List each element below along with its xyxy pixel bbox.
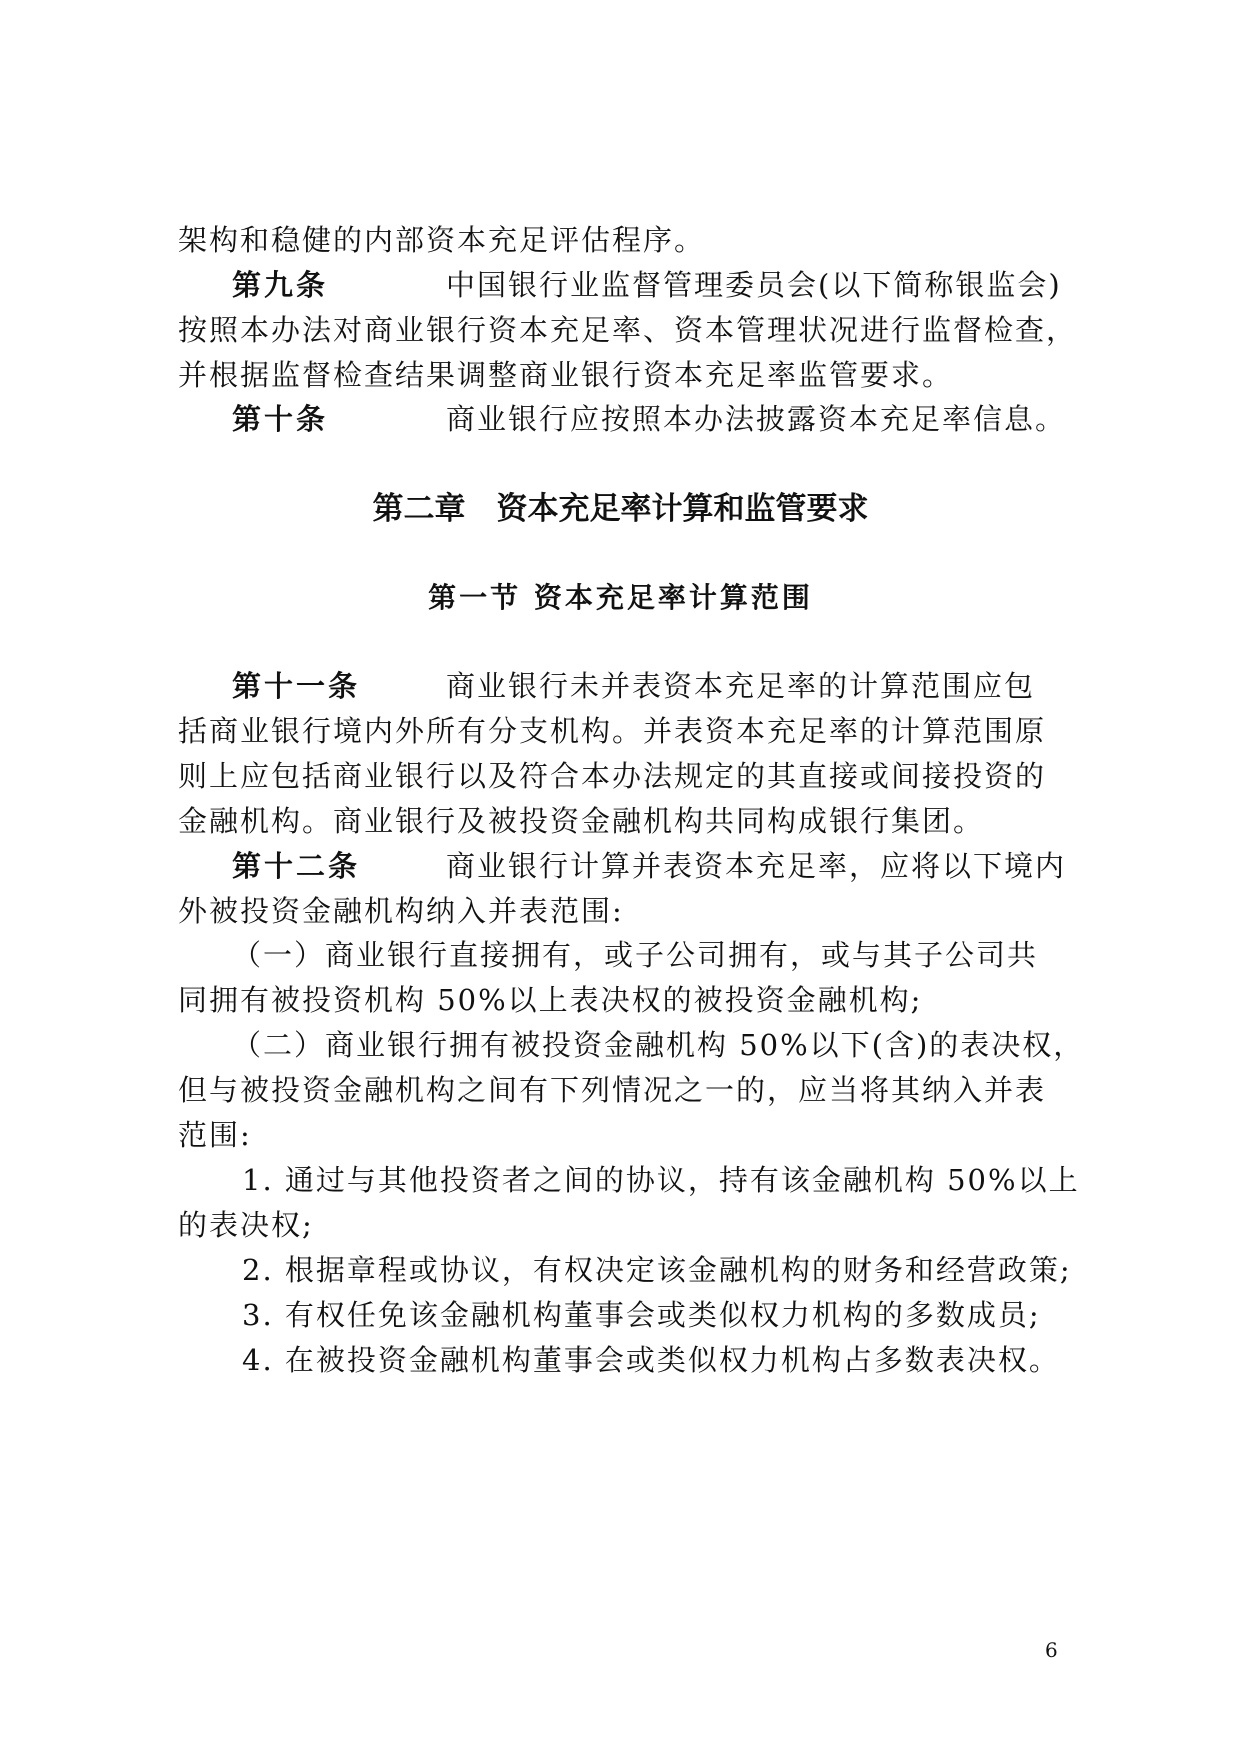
article-12-line-2: 外被投资金融机构纳入并表范围: bbox=[178, 894, 624, 928]
item-2-line-2: 但与被投资金融机构之间有下列情况之一的，应当将其纳入并表 bbox=[178, 1073, 1047, 1107]
article-9-line-2: 按照本办法对商业银行资本充足率、资本管理状况进行监督检查， bbox=[178, 313, 1078, 347]
article-11-text-1: 商业银行未并表资本充足率的计算范围应包 bbox=[446, 669, 1036, 703]
item-1-line-2: 同拥有被投资机构 50%以上表决权的被投资金融机构; bbox=[178, 983, 923, 1017]
article-12-text-1: 商业银行计算并表资本充足率，应将以下境内 bbox=[446, 849, 1067, 883]
chapter-heading: 第二章 资本充足率计算和监管要求 bbox=[372, 491, 869, 527]
item-2-line-3: 范围: bbox=[178, 1118, 252, 1152]
article-12-line-1 bbox=[232, 846, 1067, 886]
page-number: 6 bbox=[1045, 1638, 1058, 1662]
article-9-text-1: 中国银行业监督管理委员会(以下简称银监会) bbox=[446, 268, 1062, 302]
article-11-label: 第十一条 bbox=[232, 669, 361, 703]
article-9-label: 第九条 bbox=[232, 268, 329, 302]
section-heading: 第一节 资本充足率计算范围 bbox=[428, 581, 813, 614]
sub-item-2: 2. 根据章程或协议，有权决定该金融机构的财务和经营政策; bbox=[242, 1253, 1072, 1287]
sub-item-1-line-2: 的表决权; bbox=[178, 1208, 314, 1242]
article-10-label: 第十条 bbox=[232, 402, 329, 436]
article-10-line-1 bbox=[232, 399, 1067, 439]
paragraph-continuation: 架构和稳健的内部资本充足评估程序。 bbox=[178, 223, 706, 257]
article-9-line-1 bbox=[232, 265, 1062, 305]
item-2-line-1: （二）商业银行拥有被投资金融机构 50%以下(含)的表决权， bbox=[232, 1028, 1085, 1062]
item-1-line-1: （一）商业银行直接拥有，或子公司拥有，或与其子公司共 bbox=[232, 938, 1039, 972]
article-10-text-1: 商业银行应按照本办法披露资本充足率信息。 bbox=[446, 402, 1067, 436]
article-11-line-2: 括商业银行境内外所有分支机构。并表资本充足率的计算范围原 bbox=[178, 714, 1047, 748]
sub-item-1-line-1: 1. 通过与其他投资者之间的协议，持有该金融机构 50%以上 bbox=[242, 1163, 1080, 1197]
article-11-line-3: 则上应包括商业银行以及符合本办法规定的其直接或间接投资的 bbox=[178, 759, 1047, 793]
article-11-line-4: 金融机构。商业银行及被投资金融机构共同构成银行集团。 bbox=[178, 804, 985, 838]
article-9-line-3: 并根据监督检查结果调整商业银行资本充足率监管要求。 bbox=[178, 358, 954, 392]
sub-item-4: 4. 在被投资金融机构董事会或类似权力机构占多数表决权。 bbox=[242, 1343, 1060, 1377]
article-12-label: 第十二条 bbox=[232, 849, 361, 883]
article-11-line-1 bbox=[232, 666, 1058, 706]
sub-item-3: 3. 有权任免该金融机构董事会或类似权力机构的多数成员; bbox=[242, 1298, 1041, 1332]
